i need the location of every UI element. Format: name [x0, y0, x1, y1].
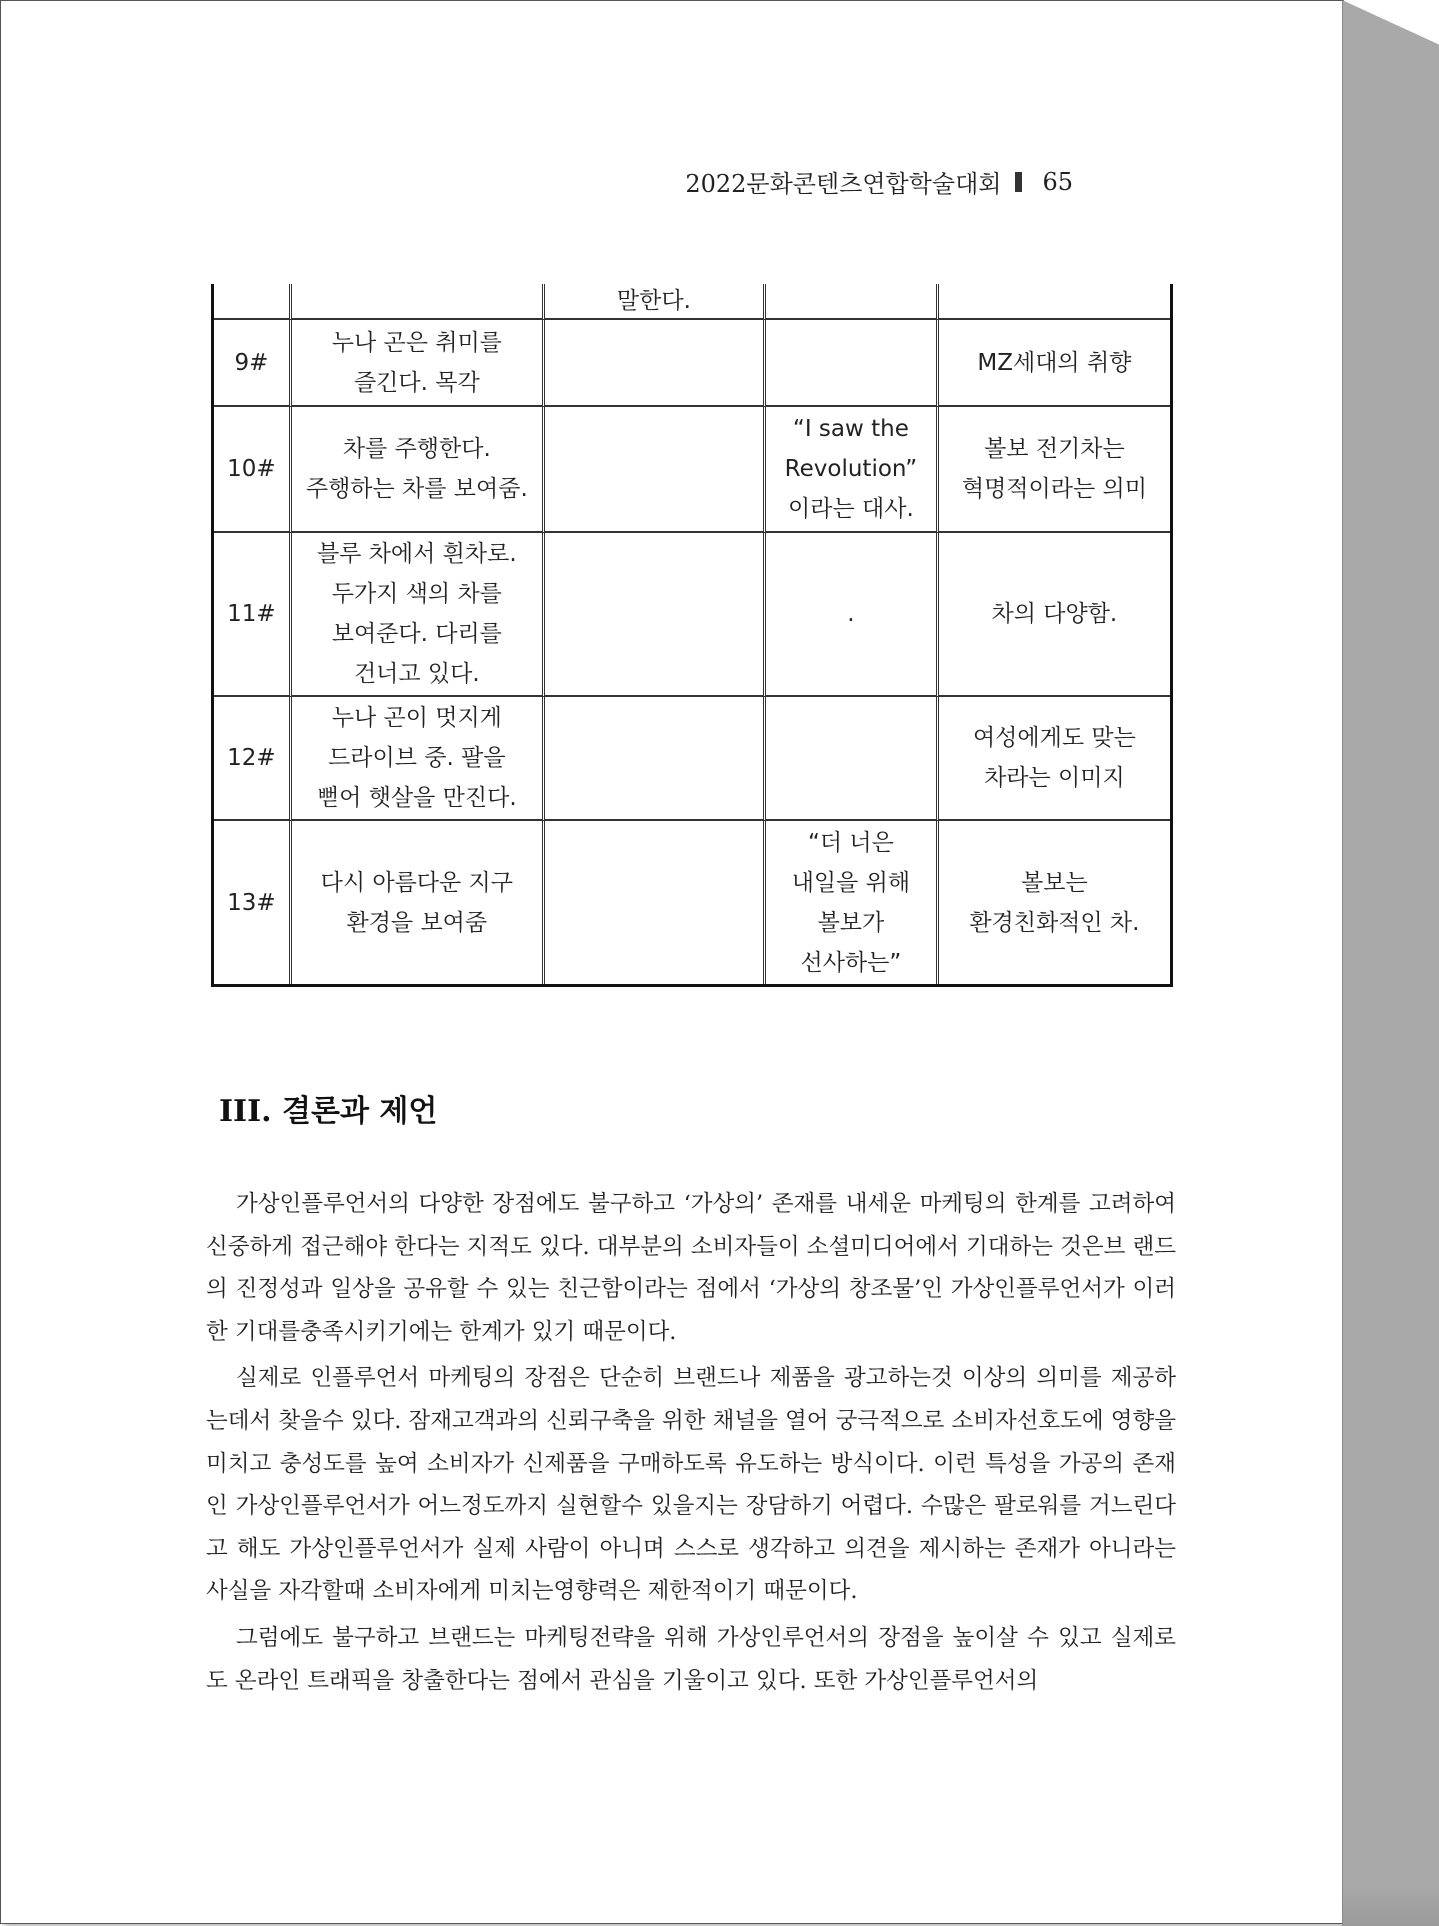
table-cell	[545, 320, 766, 407]
page-number: 65	[1042, 167, 1073, 196]
table-cell	[545, 533, 766, 697]
table-cell: 다시 아름다운 지구 환경을 보여줌	[292, 821, 545, 984]
scene-analysis-table	[211, 284, 1173, 987]
table-cell: 여성에게도 맞는 차라는 이미지	[939, 697, 1170, 821]
table-cell: “더 너은 내일을 위해 볼보가 선사하는”	[766, 821, 939, 984]
table-cell: 10#	[214, 407, 292, 533]
table-cell: 11#	[214, 533, 292, 697]
table-cell: “I saw the Revolution” 이라는 대사.	[766, 407, 939, 533]
conference-title: 2022문화콘텐츠연합학술대회	[685, 170, 1002, 198]
paragraph: 실제로 인플루언서 마케팅의 장점은 단순히 브랜드나 제품을 광고하는것 이상의 의미를 제공하는데서 찾을수 있다. 잠재고객과의 신뢰구축을 위한 채널을 열어 궁극적으로 소비자선호도에 영향을 미치고 충성도를 높여 소비자가 신제품을 구매하도록 유도하는 방식이다. 이런 특성을 가공의 존재인 가상인플루언서가 어느정도까지 실현할수 있을지는 장담하기 어렵다. 수많은 팔로워를 거느린다고 해도 가상인플루언서가 실제 사람이 아니며 스스로 생각하고 의견을 제시하는 존재가 아니라는 사실을 자각할때 소비자에게 미치는영향력은 제한적이기 때문이다.	[206, 1365, 1176, 1605]
table-cell	[545, 697, 766, 821]
table-row	[214, 821, 1170, 984]
table-cell: 12#	[214, 697, 292, 821]
table-cell: .	[766, 533, 939, 697]
table-cell: 13#	[214, 821, 292, 984]
table-row	[214, 697, 1170, 821]
table-cell	[545, 821, 766, 984]
table-cell: MZ세대의 취향	[939, 320, 1170, 407]
table-cell	[766, 284, 939, 320]
table-cell: 볼보 전기차는 혁명적이라는 의미	[939, 407, 1170, 533]
separator-bar	[1015, 172, 1022, 192]
table-cell	[766, 697, 939, 821]
table-row	[214, 284, 1170, 320]
section-heading: III. 결론과 제언	[219, 1094, 438, 1129]
paragraph: 가상인플루언서의 다양한 장점에도 불구하고 ‘가상의’ 존재를 내세운 마케팅의 한계를 고려하여 신중하게 접근해야 한다는 지적도 있다. 대부분의 소비자들이 소셜미디어에서 기대하는 것은브 랜드의 진정성과 일상을 공유할 수 있는 친근함이라는 점에서 ‘가상의 창조물’인 가상인플루언서가 이러한 기대를충족시키기에는 한계가 있기 때문이다.	[206, 1191, 1176, 1345]
table-cell: 볼보는 환경친화적인 차.	[969, 869, 1140, 936]
running-head	[685, 164, 1073, 199]
table-row	[214, 320, 1170, 407]
table-cell	[766, 320, 939, 407]
table-cell	[939, 284, 1170, 320]
table-cell: 차를 주행한다. 주행하는 차를 보여줌.	[292, 407, 545, 533]
section-body	[206, 1183, 1176, 1706]
table-cell: 블루 차에서 흰차로. 두가지 색의 차를 보여준다. 다리를 건너고 있다.	[292, 533, 545, 697]
table-cell: 누나 곤은 취미를 즐긴다. 목각	[292, 320, 545, 407]
page-stack-edge	[1342, 0, 1439, 1926]
table-cell: 차의 다양함.	[939, 533, 1170, 697]
table-cell: 누나 곤이 멋지게 드라이브 중. 팔을 뻗어 햇살을 만진다.	[292, 697, 545, 821]
table-row	[214, 533, 1170, 697]
table-cell	[292, 284, 545, 320]
paragraph: 그럼에도 불구하고 브랜드는 마케팅전략을 위해 가상인루언서의 장점을 높이살 수 있고 실제로도 온라인 트래픽을 창출한다는 점에서 관심을 기울이고 있다. 또한 가상인플루언서의	[206, 1624, 1176, 1694]
table-cell: 9#	[214, 320, 292, 407]
table-cell: 말한다.	[545, 284, 766, 320]
table-cell	[214, 284, 292, 320]
table-row	[214, 407, 1170, 533]
table-cell	[545, 407, 766, 533]
